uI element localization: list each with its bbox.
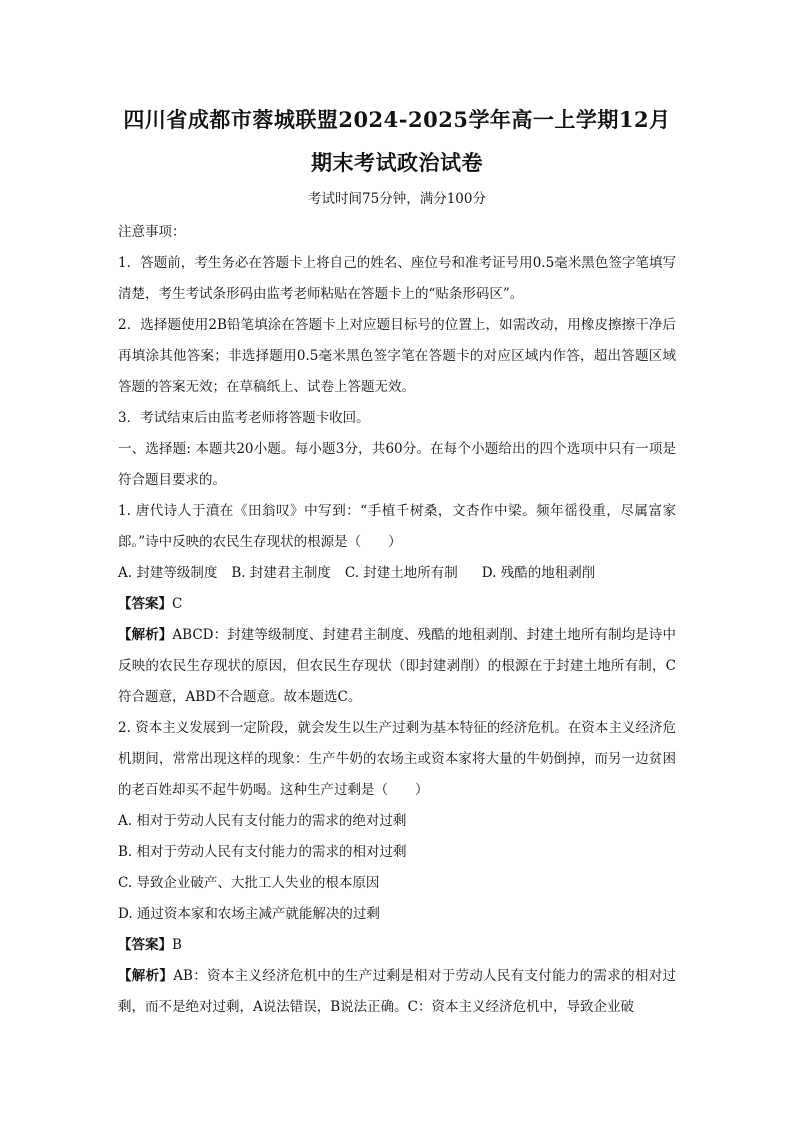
- exam-body: [118, 217, 676, 1023]
- question-2-stem: 2. 资本主义发展到一定阶段，就会发生以生产过剩为基本特征的经济危机。在资本主义经济危机期间，常常出现这样的现象：生产牛奶的农场主或资本家将大量的牛奶倒掉，而另一边贫困的老百姓却买不起牛奶喝。这种生产过剩是（ ）: [118, 720, 676, 798]
- question-1-stem: 1. 唐代诗人于濆在《田翁叹》中写到：“手植千树桑，文杏作中梁。频年徭役重，尽属富家郎。”诗中反映的农民生存现状的根源是（ ）: [118, 503, 676, 550]
- analysis-label: 【解析】: [118, 627, 173, 643]
- answer-value: B: [172, 937, 182, 953]
- answer-label: 【答案】: [118, 596, 172, 612]
- notice-item-3: 3．考试结束后由监考老师将答题卡收回。: [118, 410, 370, 426]
- question-2-option-a: A. 相对于劳动人民有支付能力的需求的绝对过剩: [118, 813, 407, 829]
- question-1-option-d: D. 残酷的地租剥削: [481, 565, 596, 581]
- question-2-answer: [118, 930, 676, 961]
- analysis-text: ABCD：封建等级制度、封建君主制度、残酷的地租剥削、封建土地所有制均是诗中反映的农民生存现状的原因，但农民生存现状（即封建剥削）的根源在于封建土地所有制，C符合题意，ABD不合题意。故本题选C。: [118, 627, 677, 705]
- exam-time-score: 考试时间75分钟，满分100分: [308, 191, 486, 207]
- question-2-option-d: D. 通过资本家和农场主减产就能解决的过剩: [118, 906, 380, 922]
- answer-label: 【答案】: [118, 937, 172, 953]
- exam-title-line1: 四川省成都市蓉城联盟2024-2025学年高一上学期12月: [123, 107, 671, 132]
- analysis-text: AB：资本主义经济危机中的生产过剩是相对于劳动人民有支付能力的需求的相对过剩，而不是绝对过剩，A说法错误，B说法正确。C：资本主义经济危机中，导致企业破: [118, 968, 677, 1015]
- question-1-answer: [118, 589, 676, 620]
- question-2-option-b: B. 相对于劳动人民有支付能力的需求的相对过剩: [118, 844, 407, 860]
- notice-heading: 注意事项：: [118, 224, 186, 240]
- analysis-label: 【解析】: [118, 968, 174, 984]
- answer-value: C: [172, 596, 183, 612]
- question-2-option-c: C. 导致企业破产、大批工人失业的根本原因: [118, 875, 380, 891]
- question-1-option-b: B. 封建君主制度: [231, 565, 331, 581]
- question-2-analysis: [118, 961, 676, 1023]
- notice-item-2: 2．选择题使用2B铅笔填涂在答题卡上对应题目标号的位置上，如需改动，用橡皮擦擦干净后再填涂其他答案；非选择题用0.5毫米黑色签字笔在答题卡的对应区域内作答，超出答题区域答题的答案无效；在草稿纸上、试卷上答题无效。: [118, 317, 676, 395]
- exam-title-line2: 期末考试政治试卷: [311, 150, 483, 175]
- question-1-options: [118, 558, 676, 589]
- question-1-option-c: C. 封建土地所有制: [344, 565, 458, 581]
- notice-item-1: 1．答题前，考生务必在答题卡上将自己的姓名、座位号和准考证号用0.5毫米黑色签字笔填写清楚，考生考试条形码由监考老师粘贴在答题卡上的“贴条形码区”。: [118, 255, 676, 302]
- section-heading: 一、选择题: 本题共20小题。每小题3分，共60分。在每个小题给出的四个选项中只有一项是符合题目要求的。: [118, 441, 676, 488]
- question-1-option-a: A. 封建等级制度: [118, 565, 218, 581]
- question-1-analysis: [118, 620, 676, 713]
